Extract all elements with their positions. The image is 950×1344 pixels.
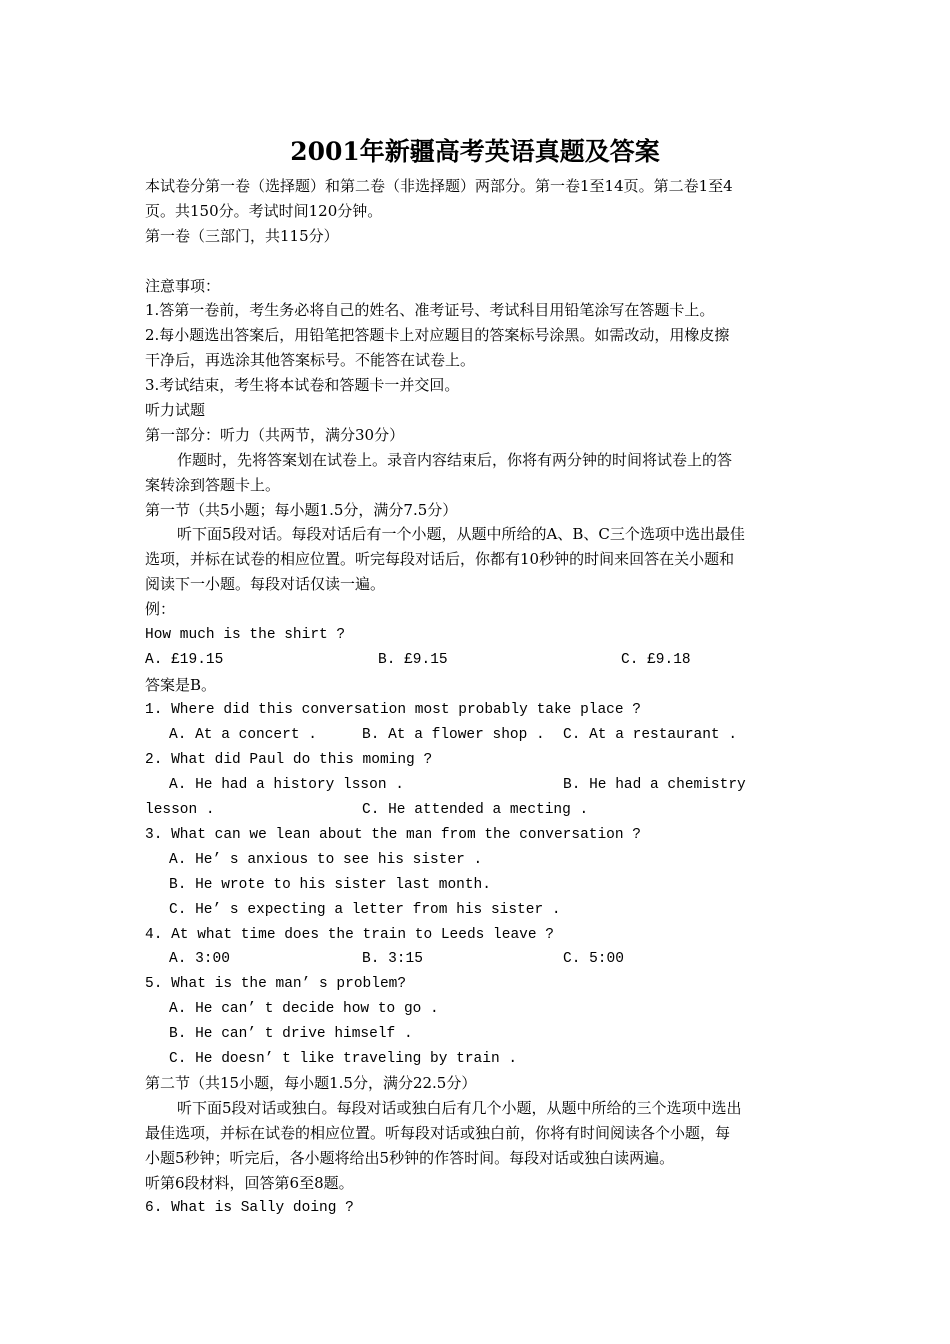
question-1-option-c: C. At a restaurant .: [563, 727, 738, 743]
question-2-option-c: C. He attended a mecting .: [362, 802, 589, 818]
notice-item-3: 3.考试结束，考生将本试卷和答题卡一并交回。: [145, 376, 460, 394]
example-label: 例：: [145, 600, 176, 618]
example-option-c: C. £9.18: [621, 652, 691, 668]
question-4: 4. At what time does the train to Leeds leave ?: [145, 927, 554, 943]
question-3: 3. What can we lean about the man from the conversation ?: [145, 827, 641, 843]
part1-instruction-line-2: 案转涂到答题卡上。: [145, 476, 281, 494]
intro-line-3: 第一卷（三部门，共115分）: [145, 227, 339, 245]
question-2-option-b: B. He had a chemistry: [563, 777, 746, 793]
section2-instruction-line-2: 最佳选项，并标在试卷的相应位置。听每段对话或独白前，你将有时间阅读各个小题，每: [145, 1124, 731, 1142]
intro-line-1: 本试卷分第一卷（选择题）和第二卷（非选择题）两部分。第一卷1至14页。第二卷1至4: [145, 177, 733, 195]
document-title: 2001年新疆高考英语真题及答案: [290, 137, 660, 166]
question-1: 1. Where did this conversation most probably take place ?: [145, 702, 641, 718]
question-5: 5. What is the man’ s problem?: [145, 976, 407, 992]
section1-instruction-line-1: 听下面5段对话。每段对话后有一个小题，从题中所给的A、B、C三个选项中选出最佳: [177, 525, 745, 543]
question-2: 2. What did Paul do this moming ?: [145, 752, 433, 768]
question-3-option-c: C. He’ s expecting a letter from his sister .: [169, 902, 561, 918]
question-5-option-a: A. He can’ t decide how to go .: [169, 1001, 439, 1017]
question-5-option-c: C. He doesn’ t like traveling by train .: [169, 1051, 518, 1067]
question-5-option-b: B. He can’ t drive himself .: [169, 1026, 413, 1042]
question-2-option-a: A. He had a history lsson .: [169, 777, 404, 793]
example-answer: 答案是B。: [145, 676, 217, 694]
section2-instruction-line-1: 听下面5段对话或独白。每段对话或独白后有几个小题，从题中所给的三个选项中选出: [177, 1099, 742, 1117]
question-4-option-b: B. 3:15: [362, 951, 423, 967]
section2-material-label: 听第6段材料，回答第6至8题。: [145, 1174, 354, 1192]
listening-heading: 听力试题: [145, 401, 206, 419]
question-3-option-a: A. He’ s anxious to see his sister .: [169, 852, 483, 868]
question-2-option-b-continued: lesson .: [145, 802, 215, 818]
example-option-b: B. £9.15: [378, 652, 448, 668]
intro-line-2: 页。共150分。考试时间120分钟。: [145, 202, 383, 220]
example-option-a: A. £19.15: [145, 652, 224, 668]
notice-item-1: 1.答第一卷前，考生务必将自己的姓名、准考证号、考试科目用铅笔涂写在答题卡上。: [145, 301, 715, 319]
section2-heading: 第二节（共15小题，每小题1.5分，满分22.5分）: [145, 1074, 477, 1092]
question-1-option-a: A. At a concert .: [169, 727, 317, 743]
part1-heading: 第一部分：听力（共两节，满分30分）: [145, 426, 405, 444]
question-1-option-b: B. At a flower shop .: [362, 727, 545, 743]
question-3-option-b: B. He wrote to his sister last month.: [169, 877, 491, 893]
notice-item-2-line-1: 2.每小题选出答案后，用铅笔把答题卡上对应题目的答案标号涂黑。如需改动，用橡皮擦: [145, 326, 730, 344]
section1-instruction-line-3: 阅读下一小题。每段对话仅读一遍。: [145, 575, 386, 593]
question-6: 6. What is Sally doing ?: [145, 1200, 354, 1216]
question-4-option-a: A. 3:00: [169, 951, 230, 967]
question-4-option-c: C. 5:00: [563, 951, 624, 967]
notice-heading: 注意事项：: [145, 277, 221, 295]
notice-item-2-line-2: 干净后，再选涂其他答案标号。不能答在试卷上。: [145, 351, 476, 369]
section1-instruction-line-2: 选项，并标在试卷的相应位置。听完每段对话后，你都有10秒钟的时间来回答在关小题和: [145, 550, 735, 568]
section2-instruction-line-3: 小题5秒钟；听完后，各小题将给出5秒钟的作答时间。每段对话或独白读两遍。: [145, 1149, 675, 1167]
part1-instruction-line-1: 作题时，先将答案划在试卷上。录音内容结束后，你将有两分钟的时间将试卷上的答: [177, 451, 733, 469]
example-question: How much is the shirt ?: [145, 627, 346, 643]
section1-heading: 第一节（共5小题；每小题1.5分，满分7.5分）: [145, 501, 458, 519]
